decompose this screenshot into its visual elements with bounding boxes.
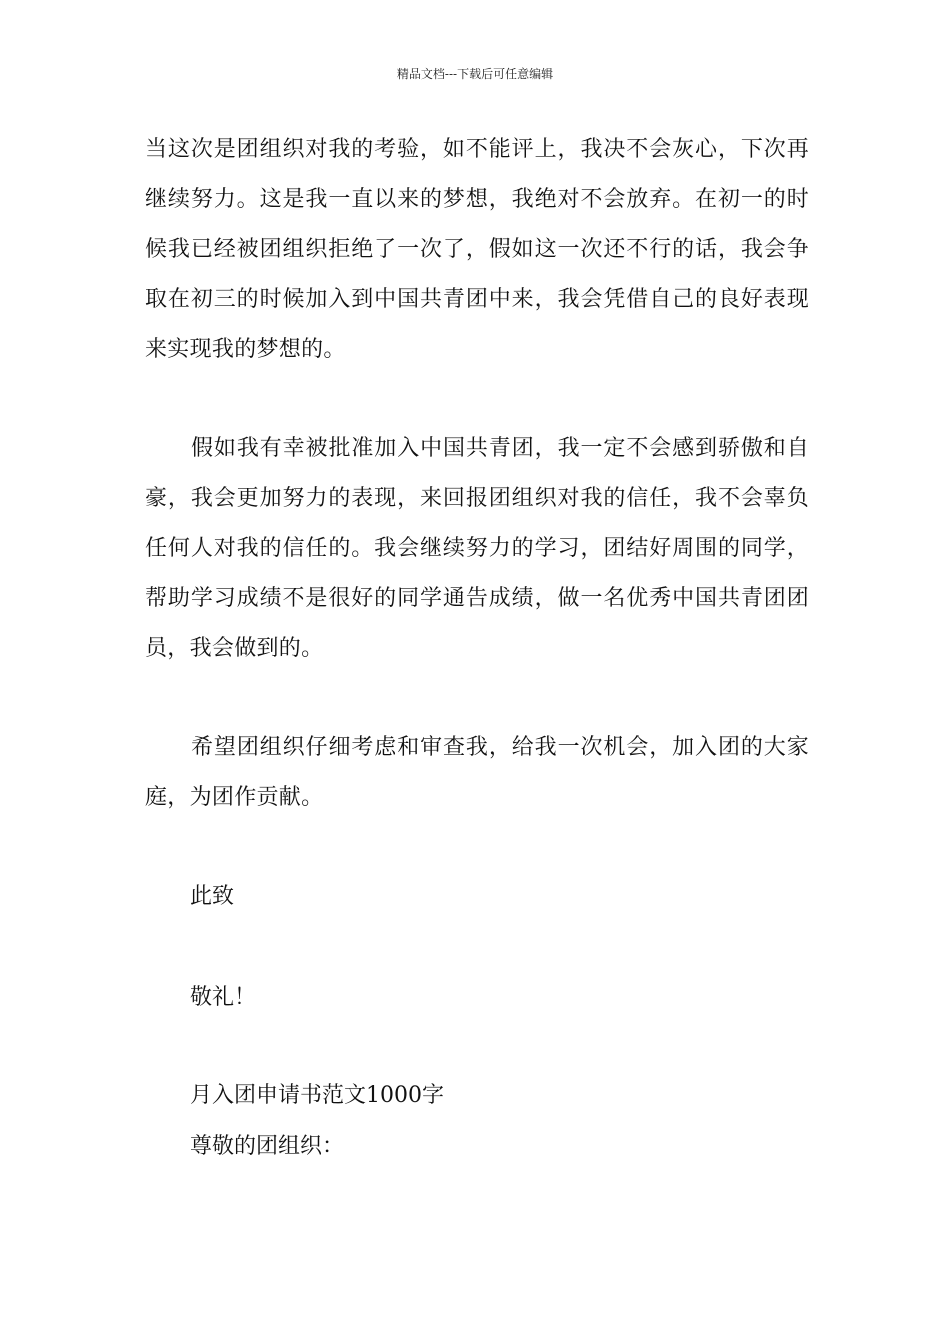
next-document-greeting: 尊敬的团组织：	[190, 1134, 345, 1159]
page-header: 精品文档---下载后可任意编辑	[396, 67, 554, 81]
paragraph-2: 假如我有幸被批准加入中国共青团，我一定不会感到骄傲和自豪，我会更加努力的表现，来回报团组织对我的信任，我不会辜负任何人对我的信任的。我会继续努力的学习，团结好周围的同学，帮助学习成绩不是很好的同学通告成绩，做一名优秀中国共青团团员，我会做到的。	[145, 436, 809, 661]
paragraph-3: 希望团组织仔细考虑和审查我，给我一次机会，加入团的大家庭，为团作贡献。	[145, 735, 809, 810]
paragraph-1: 当这次是团组织对我的考验，如不能评上，我决不会灰心，下次再继续努力。这是我一直以来的梦想，我绝对不会放弃。在初一的时候我已经被团组织拒绝了一次了，假如这一次还不行的话，我会争取在初三的时候加入到中国共青团中来，我会凭借自己的良好表现来实现我的梦想的。	[145, 137, 809, 362]
closing-salutation: 此致	[190, 884, 235, 909]
next-document-title: 月入团申请书范文1000字	[190, 1083, 444, 1108]
paragraph-3-block	[145, 723, 809, 823]
closing-regards: 敬礼！	[190, 985, 257, 1010]
paragraph-2-block	[145, 424, 809, 674]
paragraph-1-block	[145, 125, 809, 375]
